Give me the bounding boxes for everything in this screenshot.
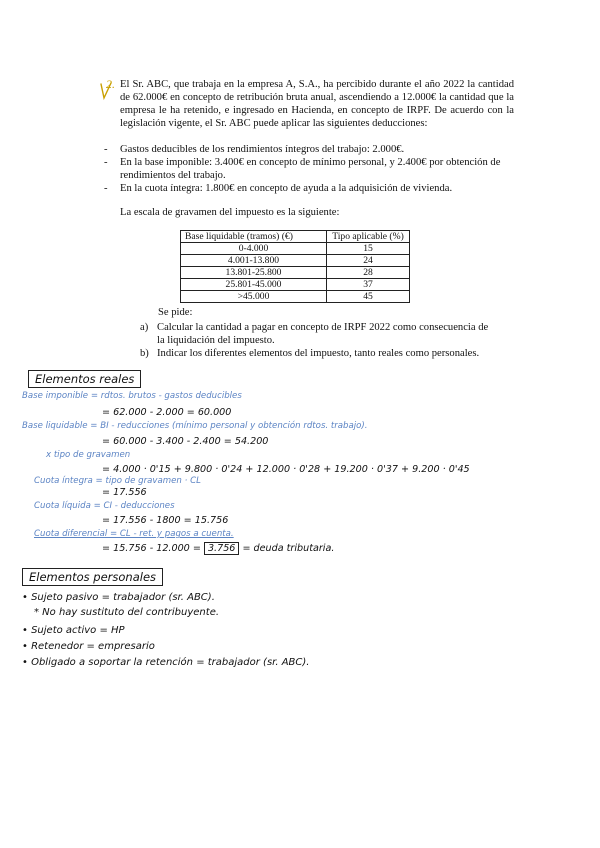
question-text: Calcular la cantidad a pagar en concepto de IRPF 2022 como consecuencia de [157,322,489,333]
question-text: Indicar los diferentes elementos del impuesto, tanto reales como personales. [157,348,480,359]
column-header: Tipo aplicable (%) [327,231,410,243]
note-definition: x tipo de gravamen [46,450,131,460]
table-cell: 0-4.000 [181,243,327,255]
table-cell: 37 [327,279,410,291]
section-title-reales: Elementos reales [28,370,141,388]
note-calculation: = 60.000 - 3.400 - 2.400 = 54.200 [102,436,269,447]
tax-scale-table [180,230,410,303]
list-item: En la cuota íntegra: 1.800€ en concepto de ayuda a la adquisición de vivienda. [120,183,453,194]
table-cell: 24 [327,255,410,267]
question-text-cont: la liquidación del impuesto. [157,335,275,346]
note-definition: Base liquidable = BI - reducciones (mínimo personal y obtención rdtos. trabajo). [22,421,368,431]
list-item: Gastos deducibles de los rendimientos íntegros del trabajo: 2.000€. [120,144,405,155]
table-cell: 4.001-13.800 [181,255,327,267]
question-label: a) [140,322,149,333]
table-row [181,291,410,303]
table-cell: 13.801-25.800 [181,267,327,279]
problem-number: 2. [106,77,115,91]
table-cell: 15 [327,243,410,255]
result-box: 3.756 [204,542,239,555]
list-item: • Sujeto activo = HP [22,625,125,636]
note-calculation: = 4.000 · 0'15 + 9.800 · 0'24 + 12.000 · 0'28 + 19.200 · 0'37 + 9.200 · 0'45 [102,464,470,475]
section-title-personales: Elementos personales [22,568,163,586]
note-definition: Cuota diferencial = CL - ret. y pagos a cuenta. [34,529,234,539]
result-label: = deuda tributaria. [242,543,335,554]
list-item: • Obligado a soportar la retención = trabajador (sr. ABC). [22,657,310,668]
table-row [181,267,410,279]
note-definition: Base imponible = rdtos. brutos - gastos deducibles [22,391,242,401]
table-cell: >45.000 [181,291,327,303]
se-pide-label: Se pide: [158,307,193,318]
table-cell: 28 [327,267,410,279]
list-item: • Retenedor = empresario [22,641,155,652]
note-definition: Cuota íntegra = tipo de gravamen · CL [34,476,201,486]
list-item: En la base imponible: 3.400€ en concepto de mínimo personal, y 2.400€ por obtención de rendimientos del trabajo. [120,157,501,181]
list-item: * No hay sustituto del contribuyente. [34,607,220,618]
final-calculation [102,543,334,554]
table-header-row [181,231,410,243]
list-item: • Sujeto pasivo = trabajador (sr. ABC). [22,592,215,603]
note-calculation: = 15.756 - 12.000 = [102,543,201,554]
note-calculation: = 17.556 - 1800 = 15.756 [102,515,229,526]
table-row [181,243,410,255]
problem-statement: El Sr. ABC, que trabaja en la empresa A, S.A., ha percibido durante el año 2022 la cantidad de 62.000€ en concepto de retribución bruta anual, ascendiendo a 12.000€ la cantidad que la empresa le ha retenido, e ingresado en Hacienda, en concepto de IRPF. De acuerdo con la legislación vigente, el Sr. ABC puede aplicar las siguientes deducciones: [120,79,514,129]
table-row [181,255,410,267]
question-label: b) [140,348,149,359]
column-header: Base liquidable (tramos) (€) [181,231,327,243]
note-definition: Cuota líquida = CI - deducciones [34,501,175,511]
note-calculation: = 17.556 [102,487,147,498]
scale-intro: La escala de gravamen del impuesto es la siguiente: [120,207,340,218]
table-cell: 25.801-45.000 [181,279,327,291]
note-calculation: = 62.000 - 2.000 = 60.000 [102,407,232,418]
table-cell: 45 [327,291,410,303]
table-row [181,279,410,291]
